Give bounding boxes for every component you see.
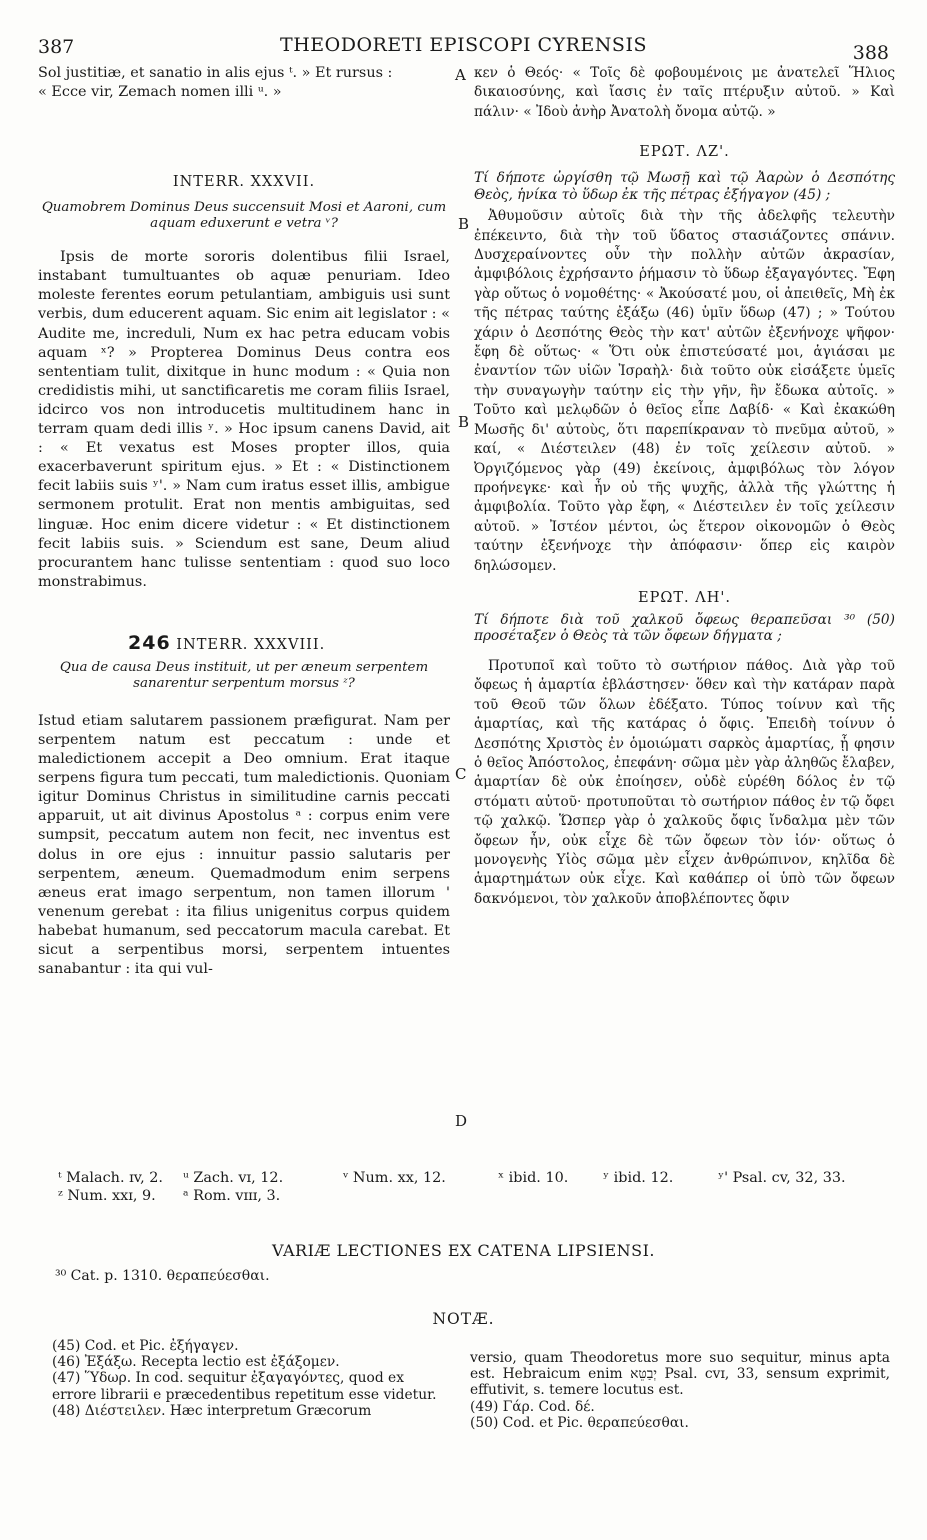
notes-right-column — [470, 1350, 890, 1431]
margin-letter-b-upper: B — [458, 215, 470, 233]
variae-lectiones-line: ³⁰ Cat. p. 1310. θεραπεύεσθαι. — [55, 1268, 270, 1284]
latin-interr-38-body: Istud etiam salutarem passionem præfigurat. Nam per serpentem natum est peccatum : unde et maledictionem accepit a Deo omnium. Erat itaque serpens figura tum peccati, tum maledictionis. Quoniam igitur Dominus Christus in similitudine carnis peccati apparuit, ut ait divinus Apostolus ᵃ : corpus enim vere sumpsit, peccatum autem non fecit, nec inventus est dolus in ore ejus : innuitur passio salutaris per serpentem, æneum. Quemadmodum enim serpens æneus erat imago serpentum, non tamen illorum ' venenum gerebat : ita filius unigenitus corpus quidem habebat humanum, sed peccatorum macula carebat. Et sicut a serpentibus morsi, serpentem intuentes sanabantur : ita qui vul- — [38, 712, 450, 978]
greek-erot-38-title: ΕΡΩΤ. ΛΗ'. — [638, 589, 731, 606]
latin-interr-37-body: Ipsis de morte sororis dolentibus filii Israel, instabant tumultuantes ob aquæ penuriam. Ideo moleste ferentes eorum petulantiam, ambiguis usi sunt verbis, dum educerent aquam. Sic enim ait legislator : « Audite me, increduli, Num ex hac petra educam vobis aquam ˣ? » Propterea Dominus Deus contra eos sententiam tulit, dixitque in hunc modum : « Quia non credidistis mihi, ut sanctificaretis me coram filiis Israel, idcirco vos non introducetis multitudinem hanc in terram quam dedi illis ʸ. » Hoc ipsum canens David, ait : « Et vexatus est Moses propter illos, quia exacerbaverunt spiritum ejus. » Et : « Distinctionem fecit labiis suis ʸ'. » Nam cum iratus esset illis, ambigue sermonem protulit. Erat non mentis ambiguitas, sed linguæ. Hoc enim dicere videtur : « Et distinctionem fecit labiis suis. » Sciendum est sane, Deum aliud procurantem hanc tulisse sententiam : quod suo loco monstrabimus. — [38, 249, 450, 590]
latin-intro-line-1: Sol justitiæ, et sanatio in alis ejus ᵗ. » Et rursus : — [38, 65, 393, 81]
latin-interr-38-title: INTERR. XXXVIII. — [176, 636, 326, 653]
footnote: ˣ ibid. 10. — [498, 1170, 569, 1186]
notae-title: NOTÆ. — [432, 1310, 495, 1328]
latin-interr-37-title: INTERR. XXXVII. — [172, 174, 316, 191]
greek-erot-37-body: Ἀθυμοῦσιν αὐτοῖς διὰ τὴν τῆς ἀδελφῆς τελευτὴν ἐπέκειντο, διὰ τὴν τοῦ ὕδατος στασιάζοντες σπάνιν. Δυσχεραίνοντες οὖν τὴν πολλὴν αὐτῶν ἀκρασίαν, ἀμφιβόλοις ἐχρήσαντο ῥήμασιν τὸ ὕδωρ ἐξαγαγόντες. Ἔφη γὰρ οὕτως ὁ νομοθέτης· « Ἀκούσατέ μου, οἱ ἀπειθεῖς, Μὴ ἐκ τῆς πέτρας ταύτης ἐξάξω (46) ὑμῖν ὕδωρ (47) ; » Τούτου χάριν ὁ Δεσπότης Θεὸς τὴν κατ' αὐτῶν ἐξενήνοχε ψῆφον· ἔφη δὲ οὕτως· « Ὅτι οὐκ ἐπιστεύσατέ μοι, ἁγιάσαι με ἐναντίον τῶν υἱῶν Ἰσραὴλ· διὰ τοῦτο οὐκ εἰσάξετε ὑμεῖς τὴν συναγωγὴν ταύτην εἰς τὴν γῆν, ἣν ἔδωκα αὐτοῖς. » Τοῦτο καὶ μελῳδῶν ὁ θεῖος εἶπε Δαβίδ· « Καὶ ἐκακώθη Μωσῆς δι' αὐτοὺς, ὅτι παρεπίκραναν τὸ πνεῦμα αὐτοῦ, » καί, « Διέστειλεν (48) ἐν τοῖς χείλεσιν αὐτοῦ. » Ὀργιζόμενος γὰρ (49) ἐκείνοις, ἀμφιβόλως τὸν λόγον προήνεγκε· καὶ ἦν οὐ τῆς ψυχῆς, ἀλλὰ τῆς γλώττης ἡ ἀμφιβολία. Τοῦτο γὰρ ἔφη, « Διέστειλεν ἐν τοῖς χείλεσιν αὐτοῦ. » Ἰστέον μέντοι, ὡς ἕτερον οἰκονομῶν ὁ Θεὸς ταύτην ἐξενήνοχε τὴν ἀπόφασιν· ὅπερ εἰς καιρὸν δηλώσομεν. — [474, 208, 895, 574]
margin-letter-b: B — [458, 413, 470, 431]
margin-letter-c: C — [455, 765, 467, 783]
footnote-row-1 — [58, 1169, 889, 1187]
greek-erot-38-body: Προτυποῖ καὶ τοῦτο τὸ σωτήριον πάθος. Διὰ γὰρ τοῦ ὄφεως ἡ ἁμαρτία ἐβλάστησεν· ὅθεν καὶ τὴν κατάραν παρὰ τοῦ Θεοῦ τῶν ὅλων ἐδέξατο. Τύπος τοίνυν καὶ τῆς ἁμαρτίας, καὶ τῆς κατάρας ὁ ὄφις. Ἐπειδὴ τοίνυν ὁ Δεσπότης Χριστὸς ἐν ὁμοιώματι σαρκὸς ἁμαρτίας, ᾗ φησιν ὁ θεῖος Ἀπόστολος, ἐπεφάνη· σῶμα μὲν γὰρ ἀληθῶς ἔλαβεν, ἁμαρτίαν δὲ οὐκ ἐποίησεν, οὐδὲ εὑρέθη δόλος ἐν τῷ στόματι αὐτοῦ· προτυποῦται τὸ σωτήριον πάθος ἐν τῷ ὄφει τῷ χαλκῷ. Ὥσπερ γὰρ ὁ χαλκοῦς ὄφις ἴνδαλμα μὲν τῶν ὄφεων ἦν, οὐκ εἶχε δὲ τῶν ὄφεων τὸν ἰόν· οὕτως ὁ μονογενὴς Υἱὸς σῶμα μὲν εἶχεν ἀνθρώπινον, κηλῖδα δὲ ἁμαρτημάτων οὐκ εἶχε. Καὶ καθάπερ οἱ ὑπὸ τῶν ὄφεων δακνόμενοι, τὸν χαλκοῦν ἀποβλέποντες ὄφιν — [474, 657, 895, 907]
page-number-right: 388 — [852, 42, 889, 64]
note-47: (47) Ὕδωρ. In cod. sequitur ἐξαγαγόντες, quod ex errore librarii e præcedentibus repetitum esse videtur. — [52, 1370, 437, 1403]
running-title: THEODORETI EPISCOPI CYRENSIS — [280, 34, 647, 56]
footnote: ᵗ Malach. ɪv, 2. — [58, 1170, 163, 1186]
greek-column — [474, 64, 895, 909]
latin-interr-37-question: Quamobrem Dominus Deus succensuit Mosi et Aaroni, cum aquam eduxerunt e vetra ᵛ? — [41, 200, 447, 232]
margin-letter-d: D — [455, 1112, 468, 1130]
latin-interr-38-heading — [128, 632, 450, 654]
note-46: (46) Ἐξάξω. Recepta lectio est ἐξάξομεν. — [52, 1354, 340, 1371]
greek-intro: κεν ὁ Θεός· « Τοῖς δὲ φοβουμένοις με ἀνατελεῖ Ἥλιος δικαιοσύνης, καὶ ἴασις ἐν ταῖς πτέρυξιν αὐτοῦ. » Καὶ πάλιν· « Ἰδοὺ ἀνὴρ Ἀνατολὴ ὄνομα αὐτῷ. » — [474, 65, 895, 120]
footnote: ᵘ Zach. vɪ, 12. — [183, 1170, 284, 1186]
variae-lectiones-title: VARIÆ LECTIONES EX CATENA LIPSIENSI. — [272, 1241, 655, 1260]
greek-erot-37-title: ΕΡΩΤ. ΛΖ'. — [639, 144, 730, 161]
scripture-footnotes — [58, 1169, 889, 1205]
latin-interr-38-question: Qua de causa Deus instituit, ut per æneum serpentem sanarentur serpentum morsus ᶻ? — [59, 659, 429, 691]
latin-intro-line-2: « Ecce vir, Zemach nomen illi ᵘ. » — [38, 84, 282, 101]
column-number: 246 — [128, 631, 171, 654]
footnote: ʸ ibid. 12. — [603, 1170, 674, 1186]
footnote: ʸ' Psal. cv, 32, 33. — [718, 1170, 846, 1186]
note-48-continued: versio, quam Theodoretus more suo sequitur, minus apta est. Hebraicum enim יְבַטֵּא Psal. cvɪ, 33, sensum exprimit, effutivit, s. temere locutus est. — [470, 1350, 890, 1399]
running-header — [38, 30, 889, 64]
page-number-left: 387 — [38, 36, 75, 58]
notes-left-column — [52, 1338, 452, 1419]
footnote: ᶻ Num. xxɪ, 9. — [58, 1188, 156, 1204]
margin-letter-a: A — [455, 66, 466, 84]
greek-erot-37-question: Τί δήποτε ὠργίσθη τῷ Μωσῇ καὶ τῷ Ἀαρὼν ὁ Δεσπότης Θεὸς, ἡνίκα τὸ ὕδωρ ἐκ τῆς πέτρας ἐξήγαγον (45) ; — [474, 170, 895, 203]
note-45: (45) Cod. et Pic. ἐξήγαγεν. — [52, 1338, 239, 1354]
greek-erot-38-question: Τί δήποτε διὰ τοῦ χαλκοῦ ὄφεως θεραπεῦσαι ³⁰ (50) προσέταξεν ὁ Θεὸς τὰ τῶν ὄφεων δήγματα ; — [474, 611, 895, 645]
note-49: (49) Γάρ. Cod. δέ. — [470, 1398, 595, 1415]
latin-column — [38, 64, 450, 979]
footnote: ᵛ Num. xx, 12. — [343, 1170, 446, 1186]
footnote: ᵃ Rom. vɪɪɪ, 3. — [183, 1188, 281, 1204]
note-50: (50) Cod. et Pic. θεραπεύεσθαι. — [470, 1414, 689, 1431]
footnote-row-2 — [58, 1187, 889, 1205]
note-48: (48) Διέστειλεν. Hæc interpretum Græcorum — [52, 1402, 372, 1419]
